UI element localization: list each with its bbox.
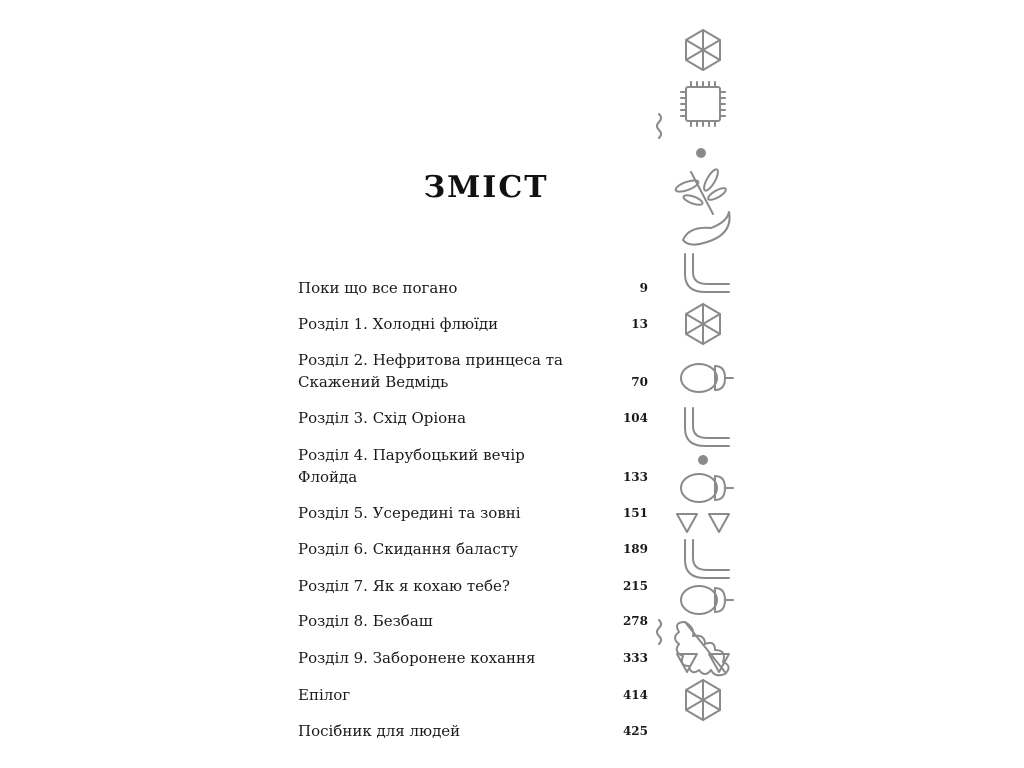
toc-entry <box>298 610 648 632</box>
squiggle-icon <box>657 114 661 138</box>
triangles-icon <box>677 514 729 532</box>
u-shape-icon <box>685 540 729 578</box>
toc-entry-page: 9 <box>639 281 648 295</box>
dot-icon <box>697 149 705 157</box>
toc-entry-title: Розділ 6. Скидання баласту <box>298 540 518 558</box>
toc-entry-title: Розділ 2. Нефритова принцеса та Скажений Ведмідь <box>298 351 563 391</box>
hexagon-icon <box>686 304 720 344</box>
acorn-icon <box>681 586 733 614</box>
toc-entry-title: Поки що все погано <box>298 279 458 297</box>
toc-entry <box>298 444 648 488</box>
toc-entry-title: Розділ 8. Безбаш <box>298 612 433 630</box>
toc-entry-title: Розділ 4. Парубоцький вечір Флойда <box>298 446 525 486</box>
toc-entry <box>298 313 648 335</box>
toc-entry-title: Посібник для людей <box>298 722 461 740</box>
toc-entry-page: 13 <box>631 317 648 331</box>
toc-entry-page: 104 <box>622 411 648 425</box>
toc-entry <box>298 349 648 393</box>
toc-entry <box>298 502 648 524</box>
toc-entry-title: Розділ 9. Заборонене кохання <box>298 649 536 667</box>
toc-entry <box>298 277 648 299</box>
toc-entry-page: 414 <box>622 688 648 702</box>
toc-entry-title: Розділ 5. Усередині та зовні <box>298 504 521 522</box>
u-shape-icon <box>685 408 729 446</box>
toc-entry <box>298 575 648 597</box>
acorn-icon <box>681 474 733 502</box>
toc-entry-page: 133 <box>622 470 648 484</box>
squiggle-icon <box>657 620 661 644</box>
toc-entry <box>298 407 648 429</box>
hexagon-icon <box>686 680 720 720</box>
dot-icon <box>699 456 707 464</box>
toc-entry-title: Розділ 7. Як я кохаю тебе? <box>298 577 510 595</box>
triangles-icon <box>677 654 729 672</box>
hexagon-icon <box>686 30 720 70</box>
toc-entry <box>298 647 648 669</box>
toc-entry-page: 151 <box>622 506 648 520</box>
dragonfly-icon <box>674 168 727 214</box>
toc-entry-page: 333 <box>622 651 648 665</box>
toc-entry-title: Розділ 1. Холодні флюїди <box>298 315 499 333</box>
toc-entry-page: 215 <box>622 579 648 593</box>
toc-entry-page: 189 <box>622 542 648 556</box>
toc-entry-page: 278 <box>622 614 648 628</box>
toc-entry-page: 70 <box>631 375 648 389</box>
leaf-drop-icon <box>683 212 730 245</box>
decorative-border <box>655 28 765 768</box>
toc-entry-title: Епілог <box>298 686 351 704</box>
chip-icon <box>681 82 725 126</box>
toc-entry <box>298 720 648 742</box>
page-title: ЗМІСТ <box>423 170 549 205</box>
toc-entry <box>298 538 648 560</box>
toc-entry <box>298 684 648 706</box>
u-shape-icon <box>685 254 729 292</box>
toc-entry-title: Розділ 3. Схід Оріона <box>298 409 467 427</box>
toc-entry-page: 425 <box>622 724 648 738</box>
acorn-icon <box>681 364 733 392</box>
